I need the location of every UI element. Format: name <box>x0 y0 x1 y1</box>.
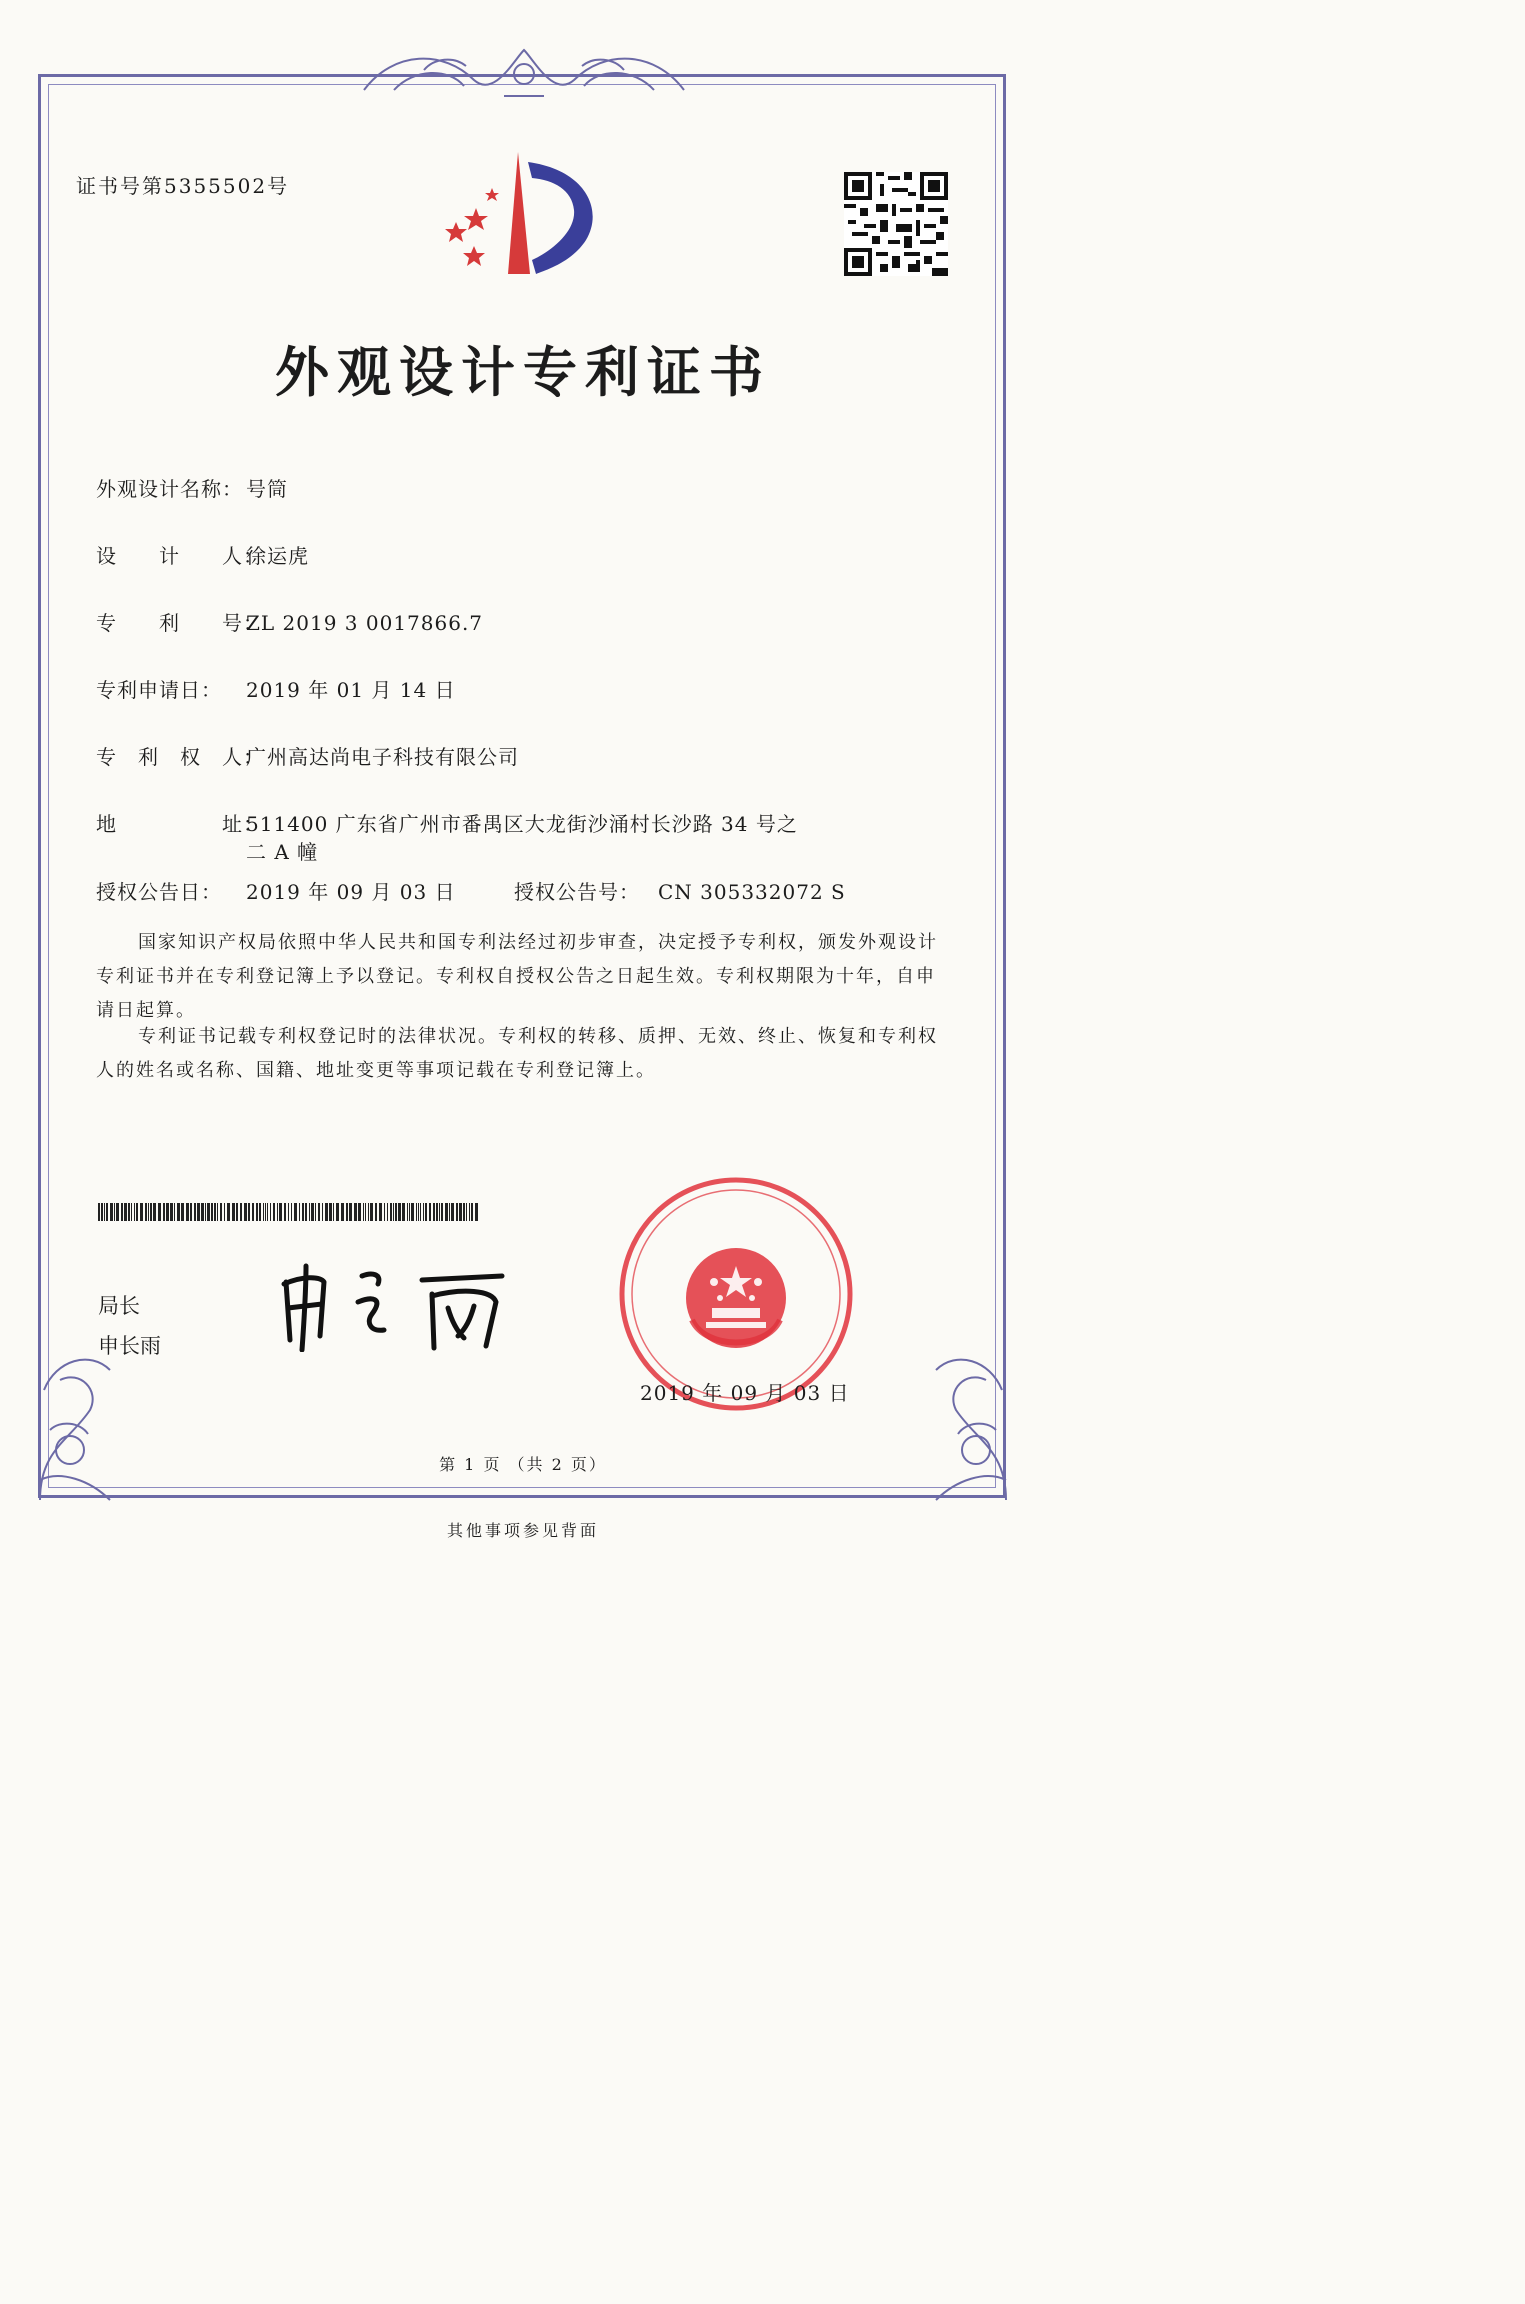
design-name-label: 外观设计名称： <box>96 477 243 501</box>
certificate-number: 证书号第5355502号 <box>76 174 290 198</box>
body-paragraph-1: 国家知识产权局依照中华人民共和国专利法经过初步审查，决定授予专利权，颁发外观设计专利证书并在专利登记簿上予以登记。专利权自授权公告之日起生效。专利权期限为十年，自申请日起算。 <box>96 932 938 1021</box>
grant-date-value: 2019 年 09 月 03 日 <box>246 880 456 904</box>
address-value-line1: 511400 广东省广州市番禺区大龙街沙涌村长沙路 34 号之 <box>246 812 798 836</box>
official-title: 局长 <box>98 1294 140 1318</box>
qr-code-icon <box>844 172 948 276</box>
patentee-label: 专 利 权 人： <box>96 745 264 769</box>
grant-date-label: 授权公告日： <box>96 880 222 904</box>
patent-number-label: 专 利 号： <box>96 611 264 635</box>
designer-value: 徐运虎 <box>246 544 309 568</box>
grant-number-value: CN 305332072 S <box>658 880 846 904</box>
top-ornament-icon <box>354 40 694 104</box>
patent-certificate <box>0 0 1046 1568</box>
application-date-label: 专利申请日： <box>96 678 222 702</box>
patent-number-row <box>96 607 483 636</box>
patent-number-value: ZL 2019 3 0017866.7 <box>246 611 484 635</box>
bottom-right-ornament-icon <box>916 1330 1016 1510</box>
patentee-value: 广州高达尚电子科技有限公司 <box>246 745 519 769</box>
grant-number-row <box>514 876 846 905</box>
body-paragraph-2: 专利证书记载专利权登记时的法律状况。专利权的转移、质押、无效、终止、恢复和专利权人的姓名或名称、国籍、地址变更等事项记载在专利登记簿上。 <box>96 1026 938 1081</box>
designer-row <box>96 540 309 569</box>
seal-date: 2019 年 09 月 03 日 <box>640 1381 850 1405</box>
address-continuation <box>246 836 318 865</box>
grant-number-label: 授权公告号： <box>514 880 640 904</box>
design-name-row <box>96 473 288 502</box>
back-note: 其他事项参见背面 <box>446 1521 599 1540</box>
grant-date-row <box>96 876 456 905</box>
page-title: 外观设计专利证书 <box>275 341 771 404</box>
patentee-row <box>96 741 519 770</box>
designer-label: 设 计 人： <box>96 544 264 568</box>
signature-icon <box>272 1262 522 1352</box>
address-row <box>96 808 798 837</box>
address-label: 地 址： <box>96 812 264 836</box>
design-name-value: 号筒 <box>246 477 288 501</box>
official-name: 申长雨 <box>98 1334 161 1358</box>
page-indicator: 第 1 页 （共 2 页） <box>439 1455 607 1474</box>
barcode-icon <box>98 1203 478 1221</box>
cnipa-logo-icon <box>436 150 606 280</box>
application-date-value: 2019 年 01 月 14 日 <box>246 678 456 702</box>
address-value-line2: 二 A 幢 <box>246 840 319 864</box>
application-date-row <box>96 674 456 703</box>
